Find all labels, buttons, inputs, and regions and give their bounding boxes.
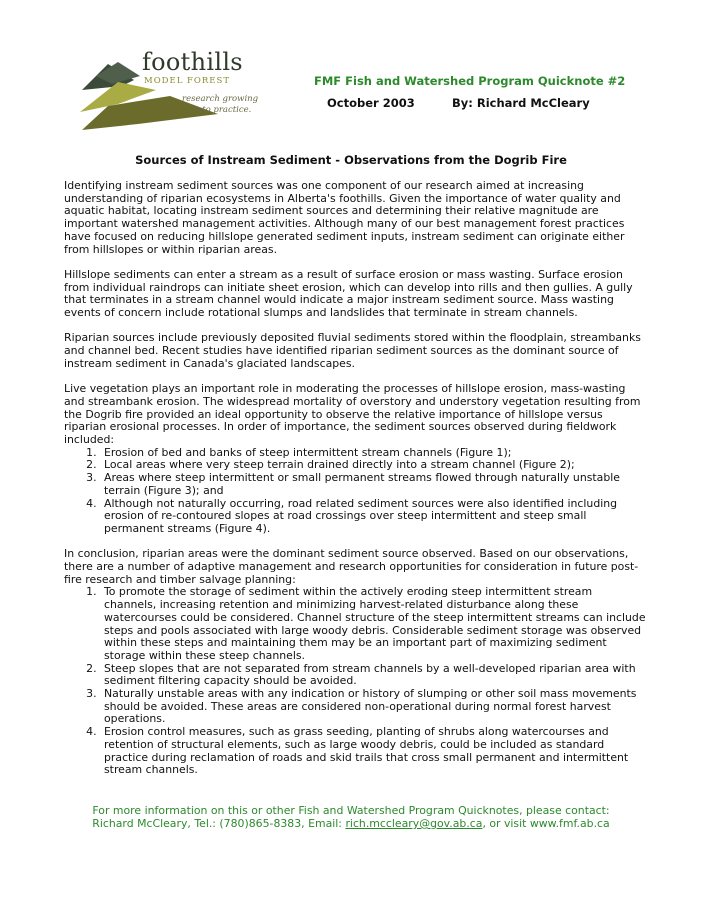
publication-date: October 2003 <box>327 96 415 110</box>
document-body <box>64 180 646 777</box>
sediment-sources-list <box>64 447 646 536</box>
footer-website-text: , or visit www.fmf.ab.ca <box>482 817 610 830</box>
paragraph-riparian: Riparian sources include previously deposited fluvial sediments stored within the floodplain, streambanks and channel bed. Recent studies have identified riparian sediment sources as the dominant source of instream sediment in Canada's glaciated landscapes. <box>64 331 641 370</box>
list-item: 3. Naturally unstable areas with any indication or history of slumping or other soil mass movements should be avoided. These areas are considered non-operational during normal forest harvest operations. <box>100 688 646 726</box>
contact-footer <box>0 804 702 830</box>
foothills-logo <box>78 50 278 140</box>
footer-line-2 <box>0 817 702 830</box>
list-item: 4. Although not naturally occurring, road related sediment sources were also identified including erosion of re-contoured slopes at road crossings over steep intermittent and steep small permanent streams (Figure 4). <box>100 498 646 536</box>
paragraph-vegetation: Live vegetation plays an important role in moderating the processes of hillslope erosion, mass-wasting and streambank erosion. The widespread mortality of overstory and understory vegetation resulting from the Dogrib fire provided an ideal opportunity to observe the relative importance of hillslope versus riparian erosional processes. In order of importance, the sediment sources observed during fieldwork included: <box>64 382 641 447</box>
email-link[interactable]: rich.mccleary@gov.ab.ca <box>345 817 483 830</box>
list-item: 4. Erosion control measures, such as grass seeding, planting of shrubs along watercourses and retention of structural elements, such as large woody debris, could be included as standard practice during reclamation of roads and skid trails that cross small permanent and intermittent stream channels. <box>100 726 646 777</box>
brand-subtitle: MODEL FOREST <box>144 76 231 86</box>
document-title: Sources of Instream Sediment - Observations from the Dogrib Fire <box>135 153 567 167</box>
list-item: 1. Erosion of bed and banks of steep intermittent stream channels (Figure 1); <box>100 447 646 460</box>
paragraph-intro: Identifying instream sediment sources was one component of our research aimed at increasing understanding of riparian ecosystems in Alberta's foothills. Given the importance of water quality and aquatic habitat, locating instream sediment sources and determining their relative magnitude are important watershed management activities. Although many of our best management forest practices have focused on reducing hillslope generated sediment inputs, instream sediment can originate either from hillslopes or within riparian areas. <box>64 179 625 256</box>
paragraph-conclusion: In conclusion, riparian areas were the dominant sediment source observed. Based on our observations, there are a number of adaptive management and research opportunities for consideration in future post-fire research and timber salvage planning: <box>64 547 639 586</box>
list-item: 2. Steep slopes that are not separated from stream channels by a well-developed riparian area with sediment filtering capacity should be avoided. <box>100 663 646 688</box>
list-item: 3. Areas where steep intermittent or small permanent streams flowed through naturally unstable terrain (Figure 3); and <box>100 472 646 497</box>
program-title: FMF Fish and Watershed Program Quicknote #2 <box>314 74 626 88</box>
list-item: 2. Local areas where very steep terrain drained directly into a stream channel (Figure 2); <box>100 459 646 472</box>
paragraph-hillslope: Hillslope sediments can enter a stream as a result of surface erosion or mass wasting. Surface erosion from individual raindrops can initiate sheet erosion, which can develop into rills and then gullies. A gully that terminates in a stream channel would indicate a major instream sediment source. Mass wasting events of concern include rotational slumps and landslides that terminate in stream channels. <box>64 267 633 320</box>
tagline-line-1: research growing <box>182 94 259 104</box>
list-item: 1. To promote the storage of sediment within the actively eroding steep intermittent stream channels, increasing retention and minimizing harvest-related disturbance along these watercourses could be considered. Channel structure of the steep intermittent streams can include steps and pools associated with large woody debris. Considerable sediment storage was observed within these steps and maintaining them may be an important part of maximizing sediment storage within these steep channels. <box>100 586 646 662</box>
brand-name: foothills <box>142 48 243 76</box>
author-byline: By: Richard McCleary <box>452 96 590 110</box>
tagline-line-2: into practice. <box>194 105 252 115</box>
footer-line-1: For more information on this or other Fish and Watershed Program Quicknotes, please contact: <box>92 804 610 817</box>
footer-contact-text: Richard McCleary, Tel.: (780)865-8383, Email: <box>92 817 346 830</box>
recommendations-list <box>64 586 646 777</box>
